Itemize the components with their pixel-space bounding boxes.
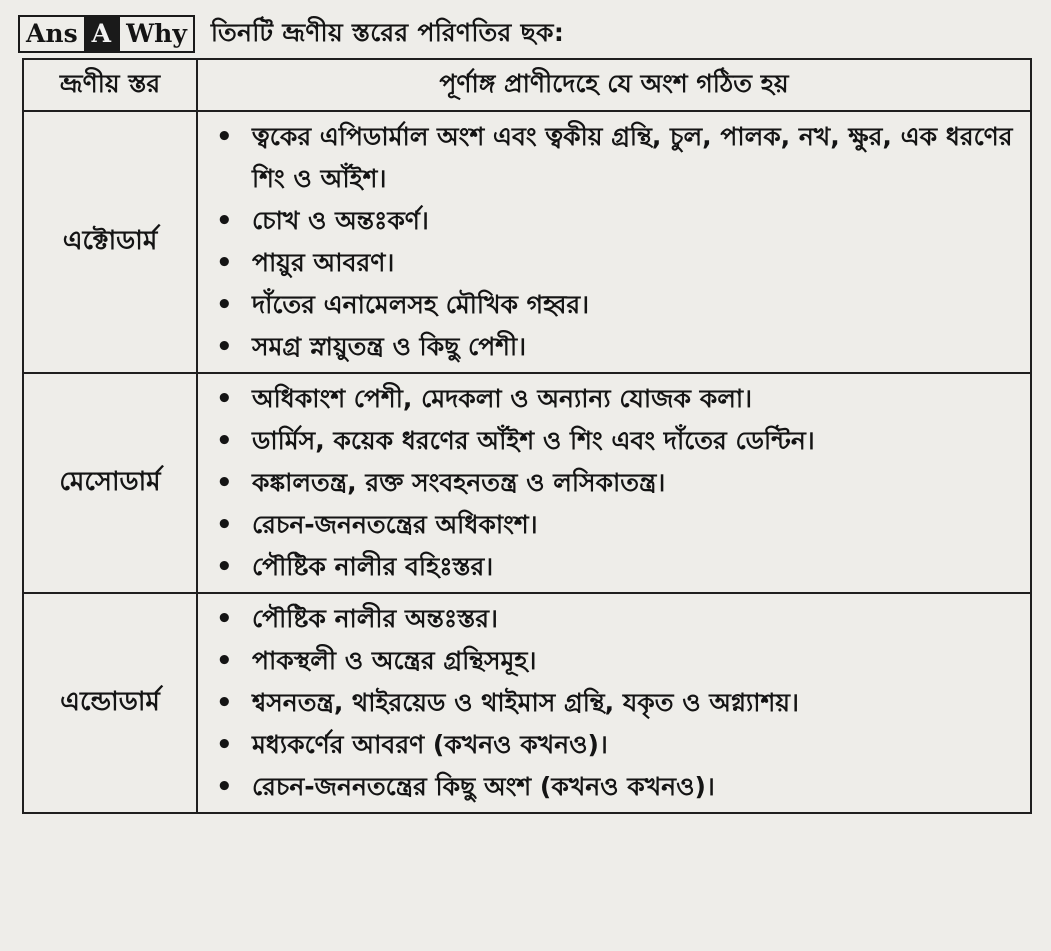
germ-layer-table: [22, 58, 1032, 814]
parts-list: [212, 116, 1020, 368]
list-item: • সমগ্র স্নায়ুতন্ত্র ও কিছু পেশী।: [212, 326, 1020, 368]
ans-a-why-badge: [18, 15, 195, 53]
list-item: • পায়ুর আবরণ।: [212, 242, 1020, 284]
table-row: [23, 373, 1031, 593]
badge-ans-label: Ans: [20, 17, 85, 51]
list-item: • মধ্যকর্ণের আবরণ (কখনও কখনও)।: [212, 724, 1020, 766]
layer-name-cell: এন্ডোডার্ম: [23, 593, 197, 813]
list-item: • কঙ্কালতন্ত্র, রক্ত সংবহনতন্ত্র ও লসিকাতন্ত্র।: [212, 462, 1020, 504]
badge-why-label: Why: [118, 17, 193, 51]
list-item: • চোখ ও অন্তঃকর্ণ।: [212, 200, 1020, 242]
page-title: তিনটি ভ্রূণীয় স্তরের পরিণতির ছক:: [210, 17, 565, 47]
question-header: [18, 12, 564, 56]
table-header-row: [23, 59, 1031, 111]
badge-a-label: A: [85, 17, 118, 51]
layer-name-cell: এক্টোডার্ম: [23, 111, 197, 373]
list-item: • পাকস্থলী ও অন্ত্রের গ্রন্থিসমূহ।: [212, 640, 1020, 682]
list-item: • রেচন-জননতন্ত্রের কিছু অংশ (কখনও কখনও)।: [212, 766, 1020, 808]
list-item: • দাঁতের এনামেলসহ মৌখিক গহ্বর।: [212, 284, 1020, 326]
list-item: • ডার্মিস, কয়েক ধরণের আঁইশ ও শিং এবং দাঁতের ডেন্টিন।: [212, 420, 1020, 462]
list-item: • পৌষ্টিক নালীর বহিঃস্তর।: [212, 546, 1020, 588]
layer-name-cell: মেসোডার্ম: [23, 373, 197, 593]
layer-parts-cell: [197, 593, 1031, 813]
parts-list: [212, 378, 1020, 588]
column-header-parts: পূর্ণাঙ্গ প্রাণীদেহে যে অংশ গঠিত হয়: [197, 59, 1031, 111]
list-item: • ত্বকের এপিডার্মাল অংশ এবং ত্বকীয় গ্রন্থি, চুল, পালক, নখ, ক্ষুর, এক ধরণের শিং ও আঁইশ।: [212, 116, 1020, 200]
table-row: [23, 111, 1031, 373]
list-item: • রেচন-জননতন্ত্রের অধিকাংশ।: [212, 504, 1020, 546]
parts-list: [212, 598, 1020, 808]
list-item: • অধিকাংশ পেশী, মেদকলা ও অন্যান্য যোজক কলা।: [212, 378, 1020, 420]
table-row: [23, 593, 1031, 813]
list-item: • শ্বসনতন্ত্র, থাইরয়েড ও থাইমাস গ্রন্থি, যকৃত ও অগ্ন্যাশয়।: [212, 682, 1020, 724]
list-item: • পৌষ্টিক নালীর অন্তঃস্তর।: [212, 598, 1020, 640]
layer-parts-cell: [197, 111, 1031, 373]
column-header-layer: ভ্রূণীয় স্তর: [23, 59, 197, 111]
layer-parts-cell: [197, 373, 1031, 593]
